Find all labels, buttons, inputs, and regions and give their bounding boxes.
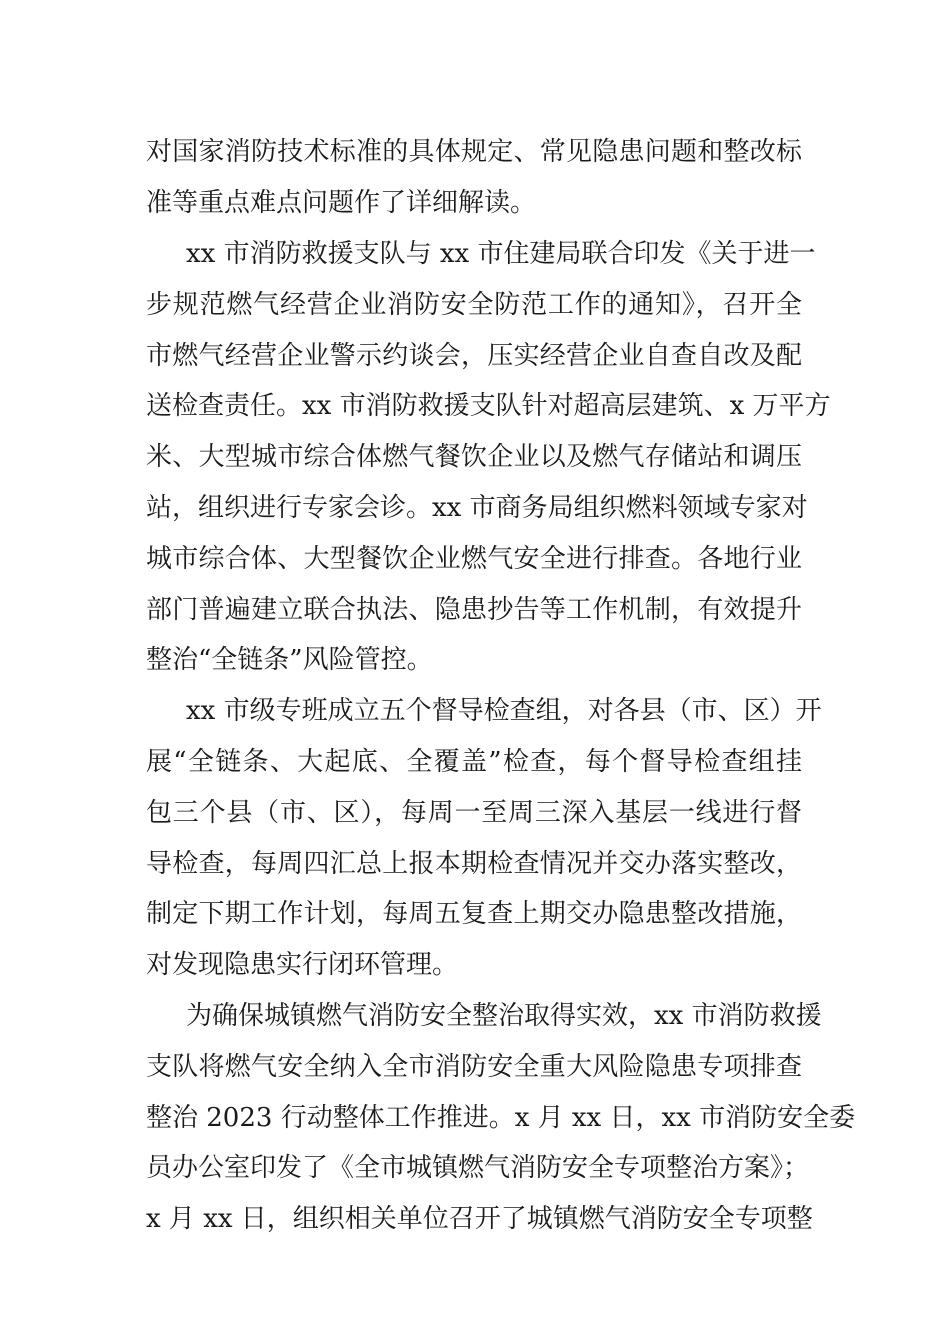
text-line: 导检查，每周四汇总上报本期检查情况并交办落实整改， — [146, 849, 802, 879]
text-line: 站，组织进行专家会诊。xx 市商务局组织燃料领域专家对 — [146, 493, 808, 523]
text-line: 员办公室印发了《全市城镇燃气消防安全专项整治方案》； — [146, 1153, 810, 1183]
text-line: 步规范燃气经营企业消防安全防范工作的通知》，召开全 — [146, 290, 802, 320]
text-line: 部门普遍建立联合执法、隐患抄告等工作机制，有效提升 — [146, 595, 802, 625]
text-line: 展“全链条、大起底、全覆盖”检查，每个督导检查组挂 — [146, 747, 802, 777]
text-line: 整治 2023 行动整体工作推进。x 月 xx 日，xx 市消防安全委 — [146, 1103, 856, 1133]
text-line: 包三个县（市、区），每周一至周三深入基层一线进行督 — [146, 798, 802, 828]
text-line: 整治“全链条”风险管控。 — [146, 645, 433, 675]
text-line: 对发现隐患实行闭环管理。 — [146, 950, 459, 980]
text-line: 米、大型城市综合体燃气餐饮企业以及燃气存储站和调压 — [146, 442, 802, 472]
text-line: xx 市级专班成立五个督导检查组，对各县（市、区）开 — [186, 696, 822, 726]
text-line: 送检查责任。xx 市消防救援支队针对超高层建筑、x 万平方 — [146, 391, 831, 421]
text-line: 制定下期工作计划，每周五复查上期交办隐患整改措施， — [146, 899, 802, 929]
text-line: 城市综合体、大型餐饮企业燃气安全进行排查。各地行业 — [146, 544, 802, 574]
text-line: 为确保城镇燃气消防安全整治取得实效，xx 市消防救援 — [186, 1001, 822, 1031]
text-line: 准等重点难点问题作了详细解读。 — [146, 188, 537, 218]
text-line: 对国家消防技术标准的具体规定、常见隐患问题和整改标 — [146, 137, 802, 167]
text-line: x 月 xx 日，组织相关单位召开了城镇燃气消防安全专项整 — [146, 1204, 813, 1234]
text-line: xx 市消防救援支队与 xx 市住建局联合印发《关于进一 — [186, 239, 816, 269]
text-line: 支队将燃气安全纳入全市消防安全重大风险隐患专项排查 — [146, 1052, 802, 1082]
text-line: 市燃气经营企业警示约谈会，压实经营企业自查自改及配 — [146, 341, 802, 371]
